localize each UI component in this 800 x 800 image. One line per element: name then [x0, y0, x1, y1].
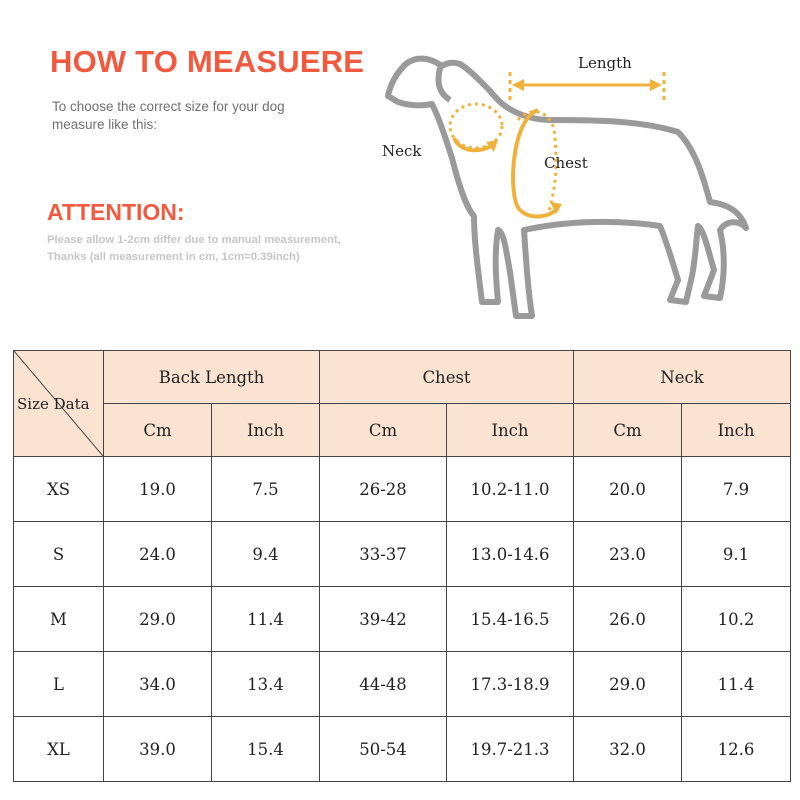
size-cell: XL — [14, 717, 104, 782]
value-cell: 29.0 — [574, 652, 682, 717]
group-header-chest: Chest — [320, 351, 574, 404]
value-cell: 15.4-16.5 — [447, 587, 574, 652]
neck-label: Neck — [382, 142, 422, 160]
value-cell: 33-37 — [320, 522, 447, 587]
value-cell: 39.0 — [104, 717, 212, 782]
unit-header: Cm — [320, 404, 447, 457]
value-cell: 23.0 — [574, 522, 682, 587]
group-header-neck: Neck — [574, 351, 791, 404]
table-unit-header-row — [14, 404, 791, 457]
value-cell: 13.4 — [212, 652, 320, 717]
size-cell: XS — [14, 457, 104, 522]
value-cell: 19.7-21.3 — [447, 717, 574, 782]
table-row — [14, 587, 791, 652]
value-cell: 39-42 — [320, 587, 447, 652]
length-arrowhead-right — [650, 79, 662, 91]
attention-heading: ATTENTION: — [47, 199, 185, 225]
size-data-corner-cell — [14, 351, 104, 457]
unit-header: Inch — [447, 404, 574, 457]
note-line-1: Please allow 1-2cm differ due to manual measurement, — [47, 234, 341, 246]
note-line-2: Thanks (all measurement in cm, 1cm=0.39inch) — [47, 251, 300, 263]
value-cell: 10.2 — [682, 587, 791, 652]
value-cell: 26-28 — [320, 457, 447, 522]
dog-outline — [388, 59, 746, 316]
table-row — [14, 717, 791, 782]
value-cell: 9.4 — [212, 522, 320, 587]
value-cell: 12.6 — [682, 717, 791, 782]
value-cell: 11.4 — [212, 587, 320, 652]
value-cell: 13.0-14.6 — [447, 522, 574, 587]
value-cell: 20.0 — [574, 457, 682, 522]
unit-header: Inch — [682, 404, 791, 457]
length-label: Length — [578, 54, 632, 72]
page-title: HOW TO MEASUERE — [50, 44, 365, 79]
value-cell: 10.2-11.0 — [447, 457, 574, 522]
table-row — [14, 652, 791, 717]
length-arrowhead-left — [512, 79, 524, 91]
value-cell: 19.0 — [104, 457, 212, 522]
value-cell: 32.0 — [574, 717, 682, 782]
size-cell: M — [14, 587, 104, 652]
value-cell: 11.4 — [682, 652, 791, 717]
size-cell: S — [14, 522, 104, 587]
value-cell: 7.5 — [212, 457, 320, 522]
table-row — [14, 457, 791, 522]
chest-label: Chest — [544, 154, 588, 172]
unit-header: Inch — [212, 404, 320, 457]
size-cell: L — [14, 652, 104, 717]
table-row — [14, 522, 791, 587]
value-cell: 44-48 — [320, 652, 447, 717]
size-chart-table — [13, 350, 791, 782]
group-header-back-length: Back Length — [104, 351, 320, 404]
intro-line-2: measure like this: — [52, 117, 158, 132]
value-cell: 15.4 — [212, 717, 320, 782]
corner-label: Size Data — [17, 395, 90, 413]
value-cell: 17.3-18.9 — [447, 652, 574, 717]
dog-ear — [438, 68, 450, 100]
value-cell: 50-54 — [320, 717, 447, 782]
value-cell: 9.1 — [682, 522, 791, 587]
intro-line-1: To choose the correct size for your dog — [52, 99, 285, 114]
measurement-note — [47, 232, 407, 266]
unit-header: Cm — [574, 404, 682, 457]
table-group-header-row — [14, 351, 791, 404]
dog-measurement-diagram — [370, 40, 760, 340]
intro-text — [52, 98, 352, 134]
value-cell: 29.0 — [104, 587, 212, 652]
value-cell: 24.0 — [104, 522, 212, 587]
value-cell: 34.0 — [104, 652, 212, 717]
value-cell: 7.9 — [682, 457, 791, 522]
value-cell: 26.0 — [574, 587, 682, 652]
unit-header: Cm — [104, 404, 212, 457]
